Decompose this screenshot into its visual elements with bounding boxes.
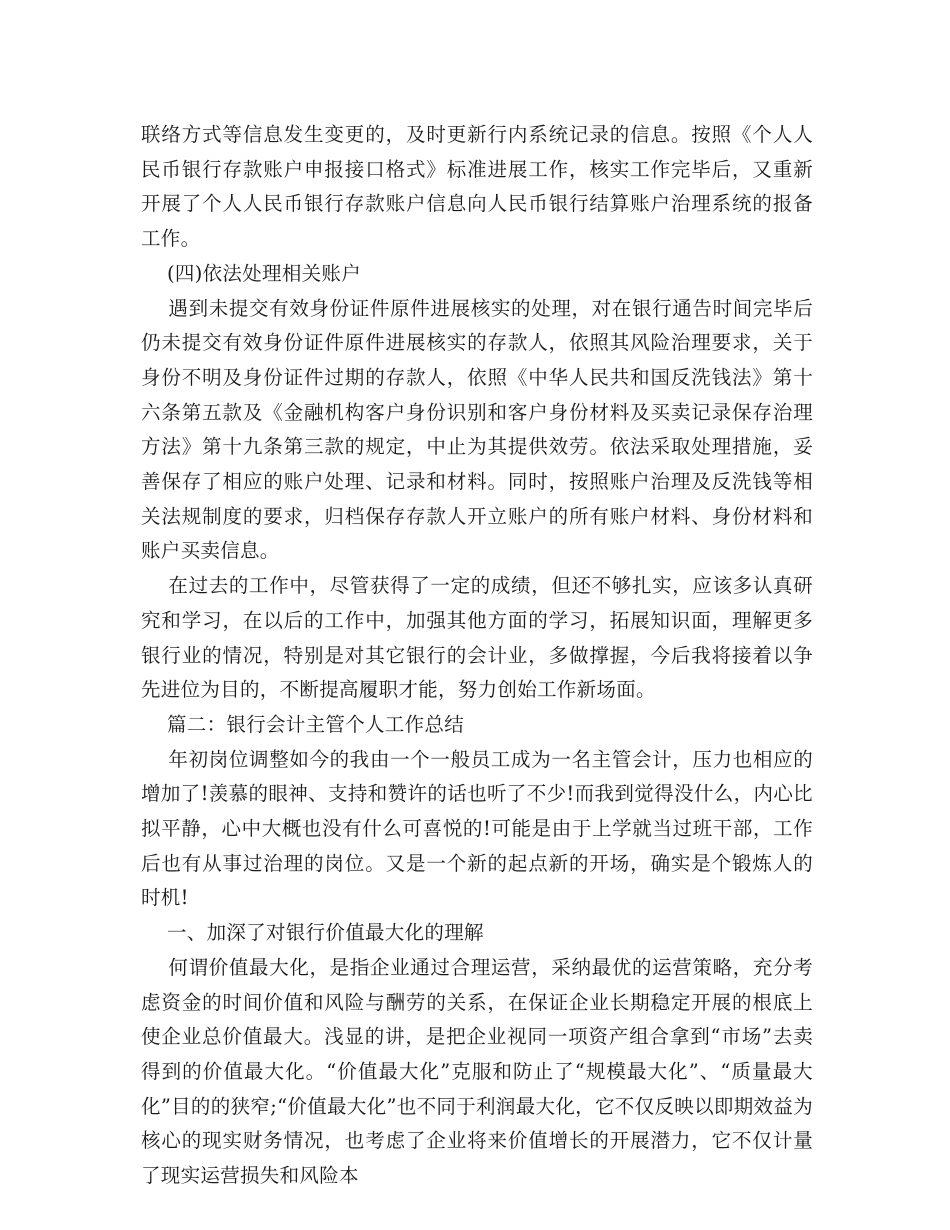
paragraph: 在过去的工作中，尽管获得了一定的成绩，但还不够扎实，应该多认真研究和学习，在以后的工作中，加强其他方面的学习，拓展知识面，理解更多银行业的情况，特别是对其它银行的会计业，多做撑握，今后我将接着以争先进位为目的，不断提高履职才能，努力创始工作新场面。 bbox=[141, 574, 813, 702]
paragraph: 何谓价值最大化，是指企业通过合理运营，采纳最优的运营策略，充分考虑资金的时间价值和风险与酬劳的关系，在保证企业长期稳定开展的根底上使企业总价值最大。浅显的讲，是把企业视同一项资产组合拿到“市场”去卖得到的价值最大化。“价值最大化”克服和防止了“规模最大化”、“质量最大化”目的的狭窄;“价值最大化”也不同于利润最大化，它不仅反映以即期效益为核心的现实财务情况，也考虑了企业将来价值增长的开展潜力，它不仅计量了现实运营损失和风险本 bbox=[141, 955, 813, 1188]
paragraph: 年初岗位调整如今的我由一个一般员工成为一名主管会计，压力也相应的增加了!羡慕的眼神、支持和赞许的话也听了不少!而我到觉得没什么，内心比拟平静，心中大概也没有什么可喜悦的!可能是由于上学就当过班干部，工作后也有从事过治理的岗位。又是一个新的起点新的开场，确实是个锻炼人的时机! bbox=[141, 747, 813, 910]
section-heading: (四)依法处理相关账户 bbox=[141, 261, 362, 285]
section-heading: 篇二：银行会计主管个人工作总结 bbox=[141, 712, 465, 736]
document-body bbox=[141, 118, 813, 1194]
paragraph: 遇到未提交有效身份证件原件进展核实的处理，对在银行通告时间完毕后仍未提交有效身份证件原件进展核实的存款人，依照其风险治理要求，关于身份不明及身份证件过期的存款人，依照《中华人民共和国反洗钱法》第十六条第五款及《金融机构客户身份识别和客户身份材料及买卖记录保存治理方法》第十九条第三款的规定，中止为其提供效劳。依法采取处理措施，妥善保存了相应的账户处理、记录和材料。同时，按照账户治理及反洗钱等相关法规制度的要求，归档保存存款人开立账户的所有账户材料、身份材料和账户买卖信息。 bbox=[141, 296, 813, 563]
paragraph: 联络方式等信息发生变更的，及时更新行内系统记录的信息。按照《个人人民币银行存款账户申报接口格式》标准进展工作，核实工作完毕后，又重新开展了个人人民币银行存款账户信息向人民币银行结算账户治理系统的报备工作。 bbox=[141, 123, 813, 251]
section-heading: 一、加深了对银行价值最大化的理解 bbox=[141, 921, 484, 945]
